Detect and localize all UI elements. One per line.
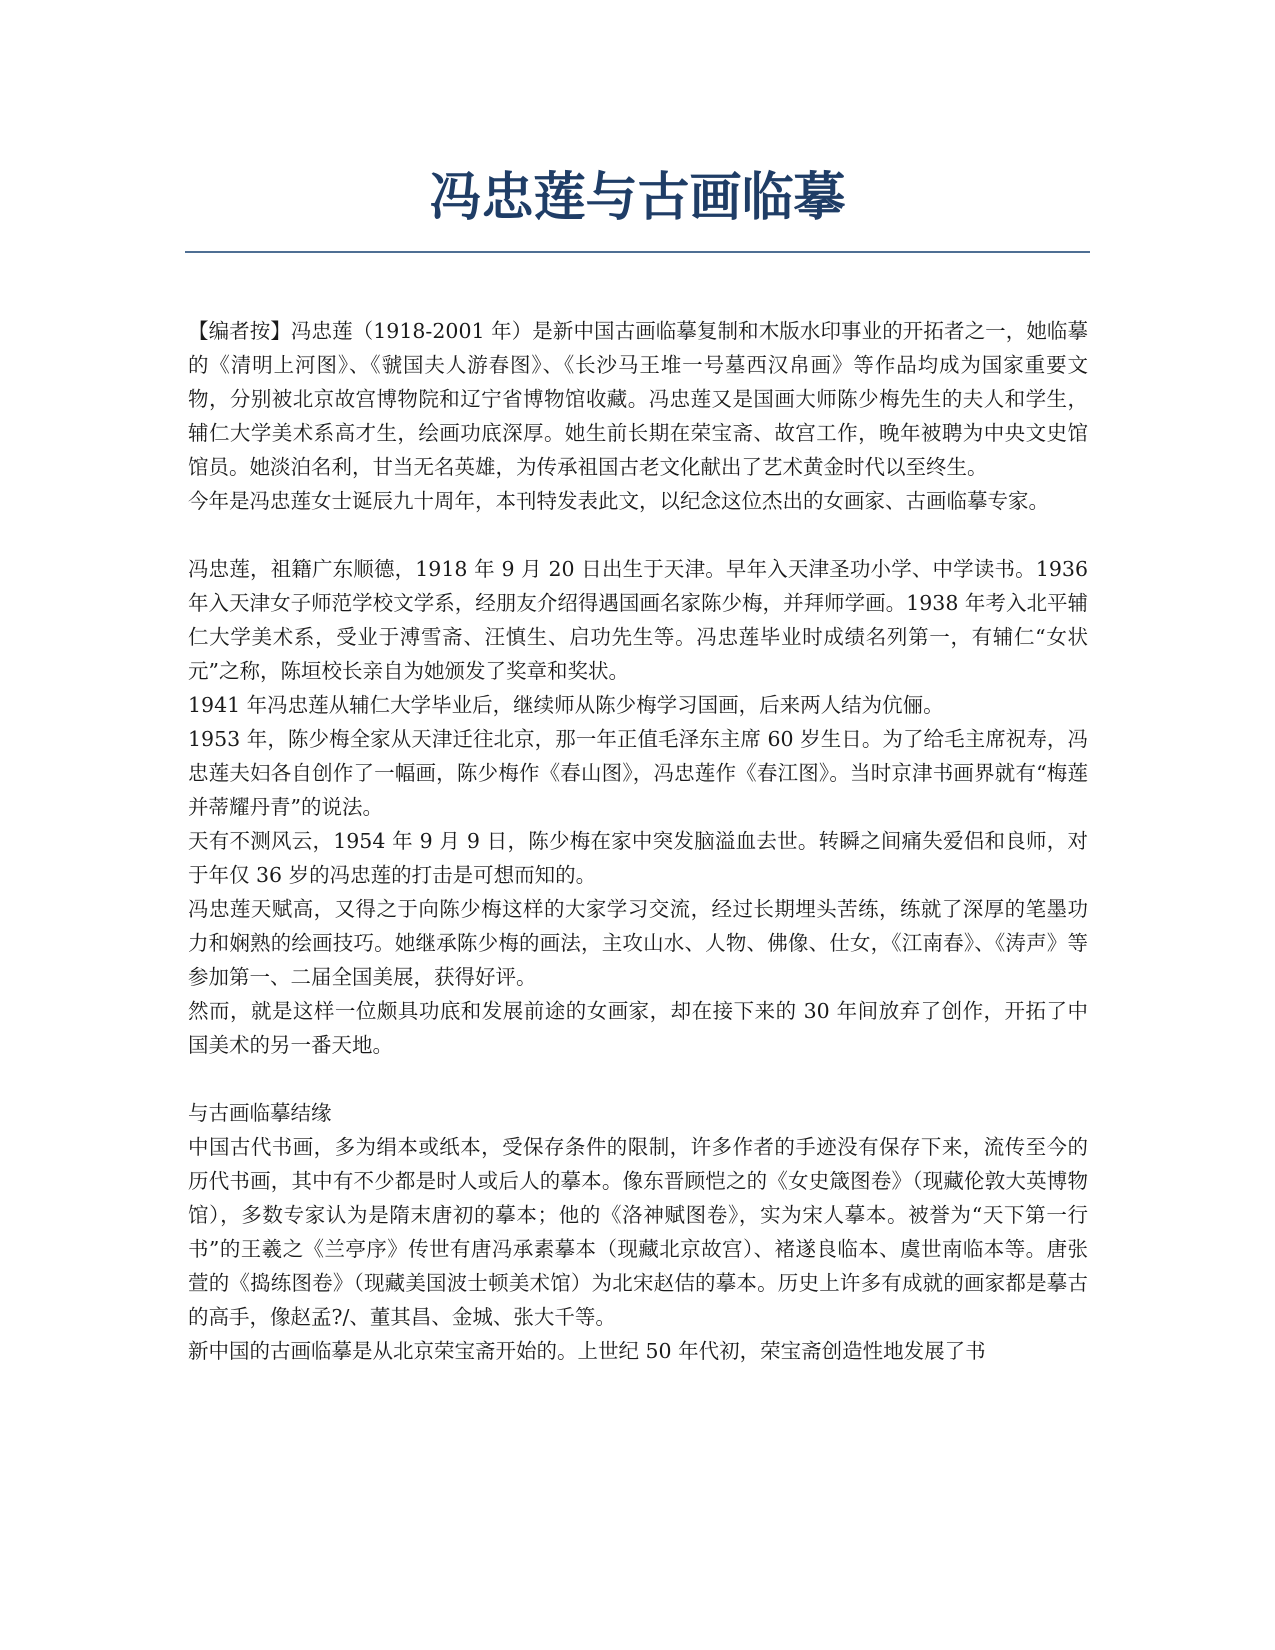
page-title: 冯忠莲与古画临摹: [429, 168, 846, 228]
biography-paragraph: 冯忠莲，祖籍广东顺德，1918 年 9 月 20 日出生于天津。早年入天津圣功小学、中学读书。1936 年入天津女子师范学校文学系，经朋友介绍得遇国画名家陈少梅，并拜师学画。1938 年考入北平辅仁大学美术系，受业于溥雪斋、汪慎生、启功先生等。冯忠莲毕业时成绩名列第一，有辅仁“女状元”之称，陈垣校长亲自为她颁发了奖章和奖状。: [188, 557, 1088, 683]
anniversary-paragraph: 今年是冯忠莲女士诞辰九十周年，本刊特发表此文，以纪念这位杰出的女画家、古画临摹专家。: [188, 489, 1049, 513]
history-paragraph: 中国古代书画，多为绢本或纸本，受保存条件的限制，许多作者的手迹没有保存下来，流传至今的历代书画，其中有不少都是时人或后人的摹本。像东晋顾恺之的《女史箴图卷》（现藏伦敦大英博物馆），多数专家认为是隋末唐初的摹本；他的《洛神赋图卷》，实为宋人摹本。被誉为“天下第一行书”的王羲之《兰亭序》传世有唐冯承素摹本（现藏北京故宫）、褚遂良临本、虞世南临本等。唐张萱的《捣练图卷》（现藏美国波士顿美术馆）为北宋赵佶的摹本。历史上许多有成就的画家都是摹古的高手，像赵孟?/、董其昌、金城、张大千等。: [188, 1135, 1088, 1329]
rongbaozhai-paragraph: 新中国的古画临摹是从北京荣宝斋开始的。上世纪 50 年代初，荣宝斋创造性地发展了书: [188, 1339, 986, 1363]
skills-paragraph: 冯忠莲天赋高，又得之于向陈少梅这样的大家学习交流，经过长期埋头苦练，练就了深厚的笔墨功力和娴熟的绘画技巧。她继承陈少梅的画法，主攻山水、人物、佛像、仕女，《江南春》、《涛声》等参加第一、二届全国美展，获得好评。: [188, 897, 1088, 989]
graduation-paragraph: 1941 年冯忠莲从辅仁大学毕业后，继续师从陈少梅学习国画，后来两人结为伉俪。: [188, 693, 944, 717]
title-divider: [185, 251, 1090, 253]
editor-note-paragraph: 【编者按】冯忠莲（1918-2001 年）是新中国古画临摹复制和木版水印事业的开拓者之一，她临摹的《清明上河图》、《虢国夫人游春图》、《长沙马王堆一号墓西汉帛画》等作品均成为国家重要文物，分别被北京故宫博物院和辽宁省博物馆收藏。冯忠莲又是国画大师陈少梅先生的夫人和学生，辅仁大学美术系高才生，绘画功底深厚。她生前长期在荣宝斋、故宫工作，晚年被聘为中央文史馆馆员。她淡泊名利，甘当无名英雄，为传承祖国古老文化献出了艺术黄金时代以至终生。: [188, 319, 1088, 479]
turning-point-paragraph: 然而，就是这样一位颇具功底和发展前途的女画家，却在接下来的 30 年间放弃了创作，开拓了中国美术的另一番天地。: [188, 999, 1088, 1057]
paragraph-spacer: [188, 518, 1088, 552]
loss-paragraph: 天有不测风云，1954 年 9 月 9 日，陈少梅在家中突发脑溢血去世。转瞬之间痛失爱侣和良师，对于年仅 36 岁的冯忠莲的打击是可想而知的。: [188, 829, 1088, 887]
birthday-gift-paragraph: 1953 年，陈少梅全家从天津迁往北京，那一年正值毛泽东主席 60 岁生日。为了给毛主席祝寿，冯忠莲夫妇各自创作了一幅画，陈少梅作《春山图》，冯忠莲作《春江图》。当时京津书画界就有“梅莲并蒂耀丹青”的说法。: [188, 727, 1088, 819]
paragraph-spacer: [188, 1062, 1088, 1096]
article-body: [188, 314, 1088, 1368]
section-heading: 与古画临摹结缘: [188, 1101, 332, 1125]
